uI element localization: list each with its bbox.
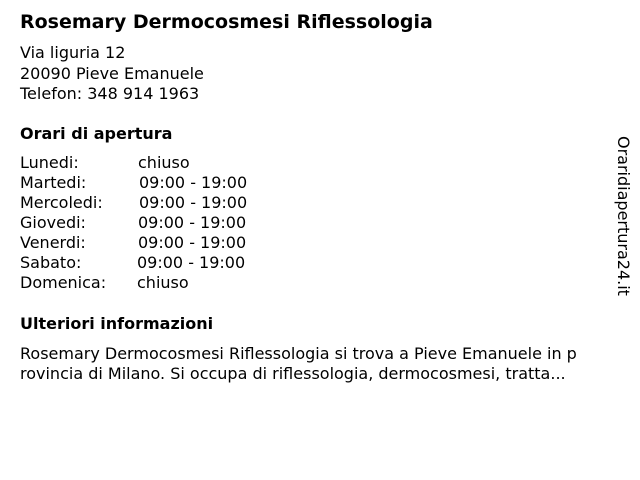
business-name: Rosemary Dermocosmesi Riflessologia <box>20 11 433 33</box>
description-line: rovincia di Milano. Si occupa di riflessologia, dermocosmesi, tratta... <box>20 364 566 383</box>
business-address <box>20 43 204 105</box>
business-description <box>20 344 630 384</box>
opening-hours-heading: Orari di apertura <box>20 124 173 143</box>
site-brand-watermark: Oraridiapertura24.it <box>614 136 633 296</box>
day-label: Giovedi: <box>20 213 86 232</box>
address-street: Via liguria 12 <box>20 43 126 62</box>
phone-number: Telefon: 348 914 1963 <box>20 84 200 103</box>
hours-value: 09:00 - 19:00 <box>139 193 248 212</box>
hours-value: chiuso <box>138 153 190 172</box>
day-label: Sabato: <box>20 253 82 272</box>
day-label: Domenica: <box>20 273 107 292</box>
hours-value: 09:00 - 19:00 <box>139 173 248 192</box>
description-line: Rosemary Dermocosmesi Riflessologia si trova a Pieve Emanuele in p <box>20 344 577 363</box>
day-label: Martedi: <box>20 173 87 192</box>
address-city: 20090 Pieve Emanuele <box>20 63 204 83</box>
more-info-heading: Ulteriori informazioni <box>20 314 214 333</box>
hours-value: chiuso <box>137 273 189 292</box>
day-label: Mercoledi: <box>20 193 103 212</box>
day-label: Lunedi: <box>20 153 79 172</box>
hours-value: 09:00 - 19:00 <box>137 253 246 272</box>
hours-value: 09:00 - 19:00 <box>138 233 247 252</box>
hours-value: 09:00 - 19:00 <box>138 213 247 232</box>
day-label: Venerdi: <box>20 233 86 252</box>
